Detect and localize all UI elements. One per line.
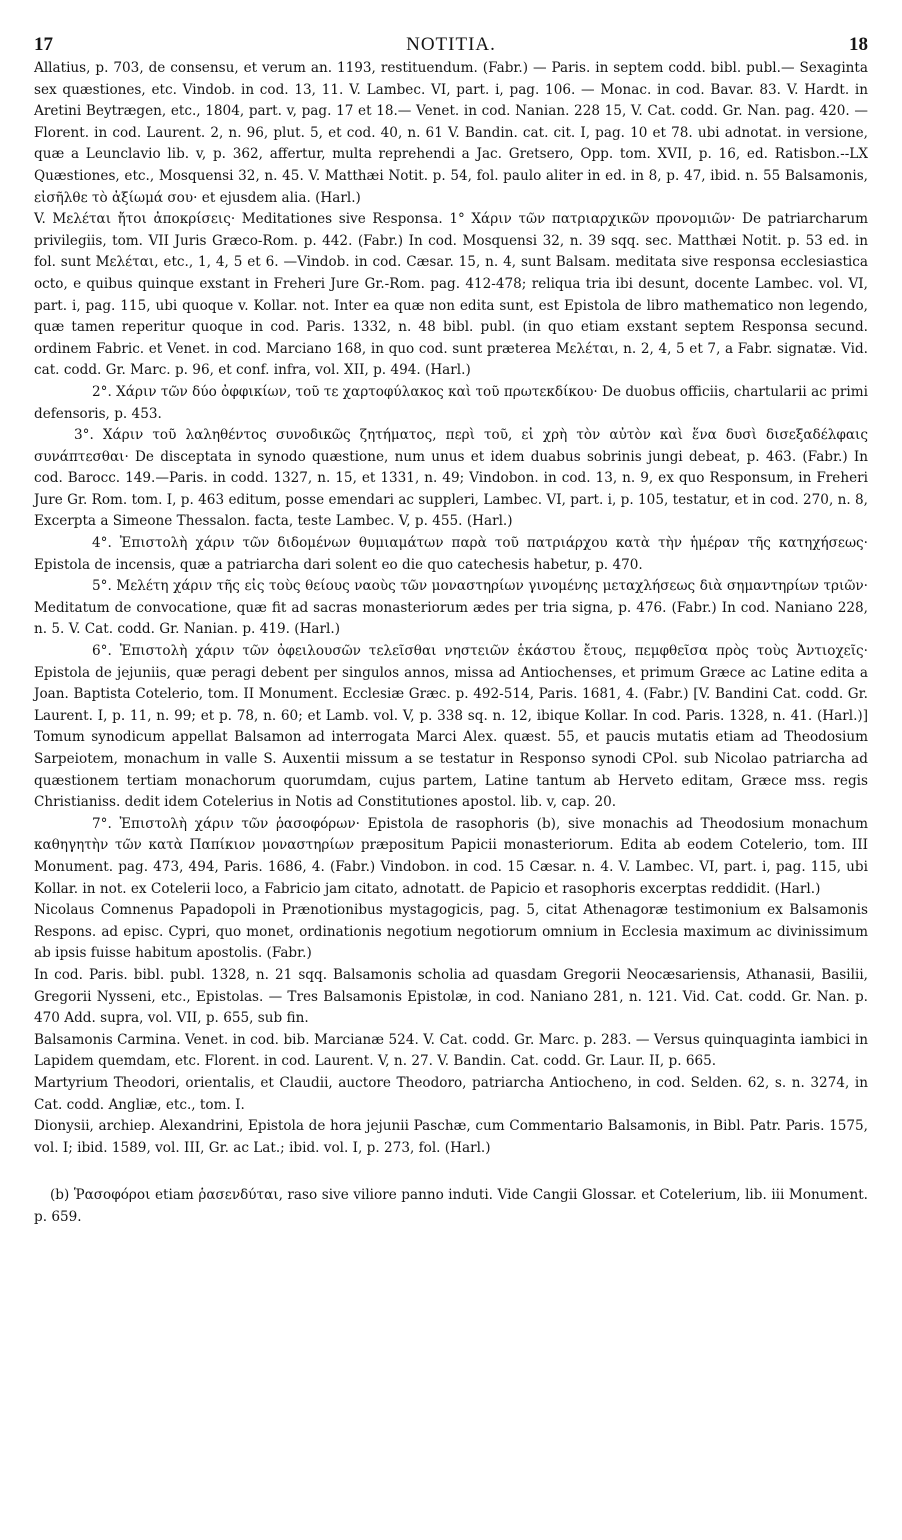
paragraph-cod-paris: In cod. Paris. bibl. publ. 1328, n. 21 sqq. Balsamonis scholia ad quasdam Gregorii Neocæsariensis, Athanasii, Basilii, Gregorii Nysseni, etc., Epistolas. — Tres Balsamonis Epistolæ, in cod. Naniano 281, n. 121. Vid. Cat. codd. Gr. Nan. p. 470 Add. supra, vol. VII, p. 655, sub fin. xyxy=(34,966,868,1027)
running-title: NOTITIA. xyxy=(406,34,496,55)
paragraph-meditationes: V. Μελέται ἤτοι ἀποκρίσεις· Meditationes sive Responsa. 1° Χάριν τῶν πατριαρχικῶν προνομιῶν· De patriarcharum privilegiis, tom. VII Juris Græco-Rom. p. 442. (Fabr.) In cod. Mosquensi 32, n. 39 sqq. sec. Matthæi Notit. p. 53 ed. in fol. sunt Μελέται, etc., 1, 4, 5 et 6. —Vindob. in cod. Cæsar. 15, n. 4, sunt Balsam. meditata sive responsa ecclesiastica octo, e quibus quinque exstant in Freheri Jure Gr.-Rom. pag. 412-478; reliqua tria ibi desunt, docente Lambec. vol. VI, part. i, pag. 115, ubi quoque v. Kollar. not. Inter ea quæ non edita sunt, est Epistola de libro mathematico non legendo, quæ tamen reperitur quoque in cod. Paris. 1332, n. 48 bibl. publ. (in quo etiam exstant septem Responsa secund. ordinem Fabric. et Venet. in cod. Marciano 168, in quo cod. sunt præterea Μελέται, n. 2, 4, 5 et 7, a Fabr. signatæ. Vid. cat. codd. Gr. Marc. p. 96, et conf. infra, vol. XII, p. 494. (Harl.) xyxy=(34,211,868,379)
paragraph-nicolaus: Nicolaus Comnenus Papadopoli in Prænotionibus mystagogicis, pag. 5, citat Athenagoræ testimonium ex Balsamonis Respons. ad episc. Cypri, quo monet, ordinationis negotium negotiorum omnium in Ecclesia maximum ac divinissimum ab ipsis fuisse habitum apostolis. (Fabr.) xyxy=(34,902,868,962)
page-number-left: 17 xyxy=(34,34,53,55)
paragraph-dionysii: Dionysii, archiep. Alexandrini, Epistola de hora jejunii Paschæ, cum Commentario Balsamonis, in Bibl. Patr. Paris. 1575, vol. I; ibid. 1589, vol. III, Gr. ac Lat.; ibid. vol. I, p. 273, fol. (Harl.) xyxy=(34,1118,868,1156)
running-header xyxy=(34,30,868,58)
paragraph-item-3: 3°. Χάριν τοῦ λαληθέντος συνοδικῶς ζητήματος, περὶ τοῦ, εἰ χρὴ τὸν αὐτὸν καὶ ἕνα δυσὶ δισεξαδέλφαις συνάπτεσθαι· De disceptata in synodo quæstione, num unus et idem duabus sobrinis jungi debeat, p. 463. (Fabr.) In cod. Barocc. 149.—Paris. in codd. 1327, n. 15, et 1331, n. 49; Vindobon. in cod. 13, n. 9, ex quo Responsum, in Freheri Jure Gr. Rom. tom. I, p. 463 editum, posse emendari ac suppleri, Lambec. VI, part. i, p. 105, testatur, et in cod. 270, n. 8, Excerpta a Simeone Thessalon. facta, teste Lambec. V, p. 455. (Harl.) xyxy=(34,427,868,530)
footnote: (b) Ῥασοφόροι etiam ῥασενδύται, raso sive viliore panno induti. Vide Cangii Glossar. et Cotelerium, lib. iii Monument. p. 659. xyxy=(34,1187,868,1225)
paragraph-item-2: 2°. Χάριν τῶν δύο ὀφφικίων, τοῦ τε χαρτοφύλακος καὶ τοῦ πρωτεκδίκου· De duobus officiis, chartularii ac primi defensoris, p. 453. xyxy=(34,383,868,422)
page-number-right: 18 xyxy=(849,34,868,55)
paragraph-allatius: Allatius, p. 703, de consensu, et verum an. 1193, restituendum. (Fabr.) — Paris. in septem codd. bibl. publ.— Sexaginta sex quæstiones, etc. Vindob. in cod. 13, 11. V. Lambec. VI, part. i, pag. 106. — Monac. in cod. Bavar. 83. V. Hardt. in Aretini Beytrægen, etc., 1804, part. v, pag. 17 et 18.— Venet. in cod. Nanian. 228 15, V. Cat. codd. Gr. Nan. pag. 420. — Florent. in cod. Laurent. 2, n. 96, plut. 5, et cod. 40, n. 61 V. Bandin. cat. cit. I, pag. 10 et 78. ubi adnotat. in versione, quæ a Leunclavio lib. v, p. 362, affertur, multa reprehendi a Jac. Gretsero, Opp. tom. XVII, p. 16, ed. Ratisbon.--LX Quæstiones, etc., Mosquensi 32, n. 45. V. Matthæi Notit. p. 54, fol. paulo aliter in ed. in 8, p. 47, ibid. n. 55 Balsamonis, εἰσῆλθε τὸ ἀξίωμά σου· et ejusdem alia. (Harl.) xyxy=(34,60,868,206)
paragraph-item-7: 7°. Ἐπιστολὴ χάριν τῶν ῥασοφόρων· Epistola de rasophoris (b), sive monachis ad Theodosium monachum καθηγητὴν τῶν κατὰ Παπίκιον μοναστηρίων præpositum Papicii monasteriorum. Edita ab eodem Cotelerio, tom. III Monument. pag. 473, 494, Paris. 1686, 4. (Fabr.) Vindobon. in cod. 15 Cæsar. n. 4. V. Lambec. VI, part. i, pag. 115, ubi Kollar. in not. ex Cotelerii loco, a Fabricio jam citato, adnotatt. de Papicio et rasophoris excerptas reddidit. (Harl.) xyxy=(34,815,868,897)
paragraph-martyrium: Martyrium Theodori, orientalis, et Claudii, auctore Theodoro, patriarcha Antiocheno, in cod. Selden. 62, s. n. 3274, in Cat. codd. Angliæ, etc., tom. I. xyxy=(34,1074,868,1113)
paragraph-item-6: 6°. Ἐπιστολὴ χάριν τῶν ὀφειλουσῶν τελεῖσθαι νηστειῶν ἑκάστου ἔτους, πεμφθεῖσα πρὸς τοὺς Ἀντιοχεῖς· Epistola de jejuniis, quæ peragi debent per singulos annos, missa ad Antiochenses, et primum Græce ac Latine edita a Joan. Baptista Cotelerio, tom. II Monument. Ecclesiæ Græc. p. 492-514, Paris. 1681, 4. (Fabr.) [V. Bandini Cat. codd. Gr. Laurent. I, p. 11, n. 99; et p. 78, n. 60; et Lamb. vol. V, p. 338 sq. n. 12, ibique Kollar. In cod. Paris. 1328, n. 41. (Harl.)] Tomum synodicum appellat Balsamon ad interrogata Marci Alex. quæst. 55, et paucis mutatis etiam ad Theodosium Sarpeiotem, monachum in valle S. Auxentii missum a se testatur in Responso synodi CPol. sub Nicolao patriarcha ad quæstionem tertiam monachorum quorumdam, cujus partem, Latine tantum ab Herveto editam, Græce mss. regis Christianiss. dedit idem Cotelerius in Notis ad Constitutiones apostol. lib. v, cap. 20. xyxy=(34,643,868,811)
book-page xyxy=(34,30,868,1228)
paragraph-item-5: 5°. Μελέτη χάριν τῆς εἰς τοὺς θείους ναοὺς τῶν μοναστηρίων γινομένης μεταχλήσεως διὰ σημαντηρίων τριῶν· Meditatum de convocatione, quæ fit ad sacras monasteriorum ædes per tria signa, p. 476. (Fabr.) In cod. Naniano 228, n. 5. V. Cat. codd. Gr. Nanian. p. 419. (Harl.) xyxy=(34,578,868,638)
paragraph-carmina: Balsamonis Carmina. Venet. in cod. bib. Marcianæ 524. V. Cat. codd. Gr. Marc. p. 283. — Versus quinquaginta iambici in Lapidem quemdam, etc. Florent. in cod. Laurent. V, n. 27. V. Bandin. Cat. codd. Gr. Laur. II, p. 665. xyxy=(34,1031,868,1070)
paragraph-item-4: 4°. Ἐπιστολὴ χάριν τῶν διδομένων θυμιαμάτων παρὰ τοῦ πατριάρχου κατὰ τὴν ἡμέραν τῆς κατηχήσεως· Epistola de incensis, quæ a patriarcha dari solent eo die quo catechesis habetur, p. 470. xyxy=(34,535,868,573)
main-text xyxy=(34,58,868,1159)
